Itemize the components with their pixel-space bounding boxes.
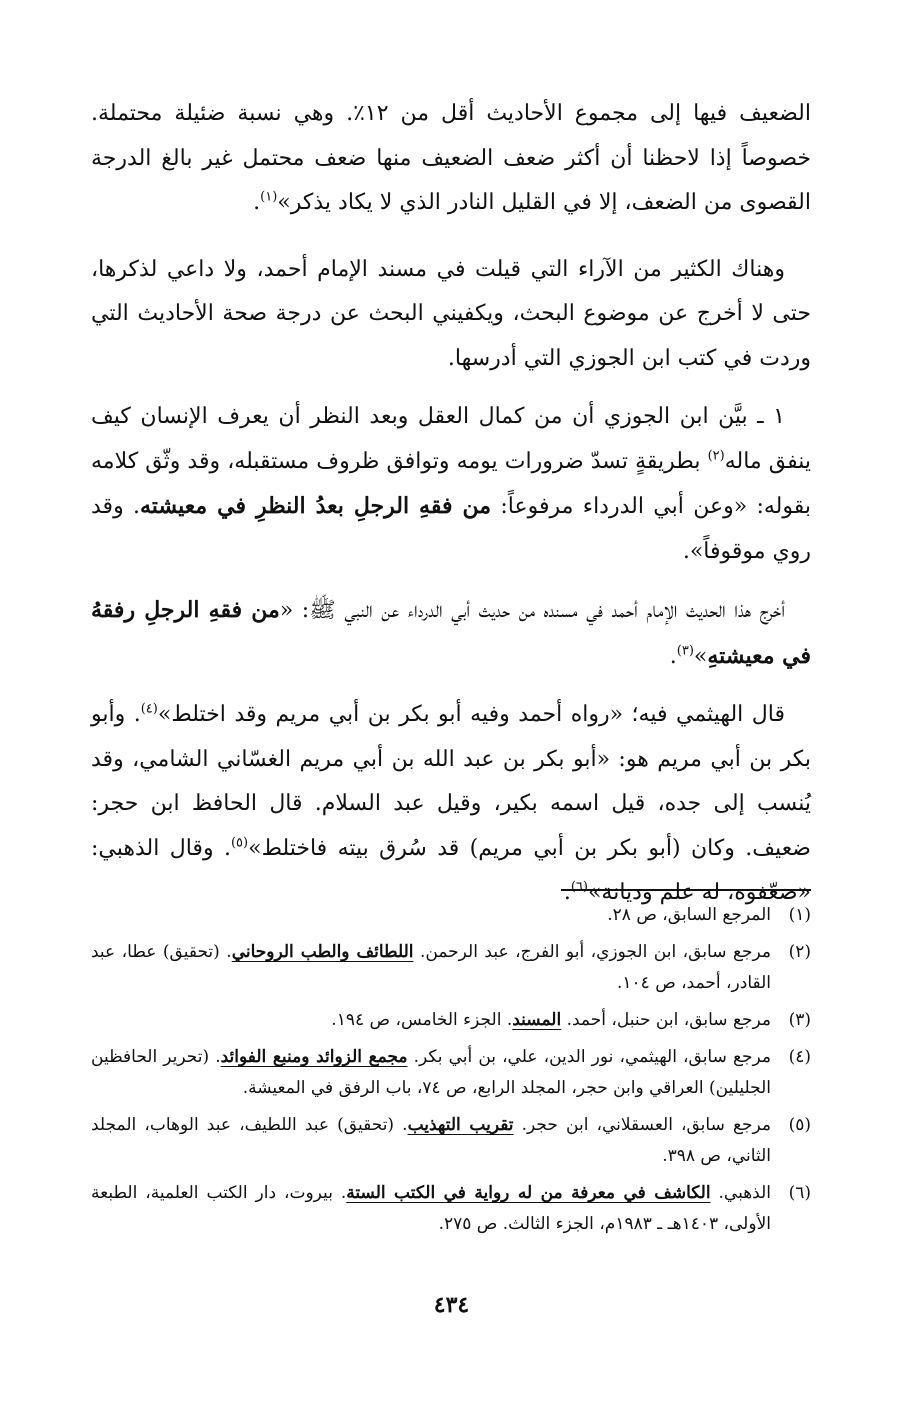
main-text <box>91 92 811 938</box>
paragraph-5-part3: . وقال الذهبي: «ضعّفوه، له علم وديانة» <box>91 835 811 905</box>
footnote-4 <box>91 1042 811 1104</box>
footnote-2-pre: مرجع سابق، ابن الجوزي، أبو الفرج، عبد الرحمن. <box>413 942 772 962</box>
footnote-ref-3[interactable]: (٣) <box>676 643 694 659</box>
footnote-ref-4[interactable]: (٤) <box>140 701 158 717</box>
paragraph-3-part3: . وقد روي موقوفاً». <box>91 494 811 564</box>
paragraph-2-text: وهناك الكثير من الآراء التي قيلت في مسند الإمام أحمد، ولا داعي لذكرها، حتى لا أخرج عن موضوع البحث، ويكفيني البحث عن درجة صحة الأحاديث التي وردت في كتب ابن الجوزي التي أدرسها. <box>91 256 811 371</box>
footnote-2-title: اللطائف والطب الروحاني <box>231 942 414 962</box>
footnote-ref-1[interactable]: (١) <box>260 189 278 205</box>
hadith-quote-2: من فقهِ الرجلِ رفقهُ في معيشتهِ <box>91 597 811 669</box>
footnote-text <box>91 900 771 931</box>
paragraph-3-part1: ١ ـ بيَّن ابن الجوزي أن من كمال العقل وبعد النظر أن يعرف الإنسان كيف ينفق ماله <box>91 404 812 474</box>
footnote-2-post: . (تحقيق) عطا، عبد القادر، أحمد، ص ١٠٤. <box>91 942 771 993</box>
paragraph-5-part1: قال الهيثمي فيه؛ «رواه أحمد وفيه أبو بكر بن أبي مريم وقد اختلط» <box>157 702 785 727</box>
footnote-number: (٣) <box>788 1010 811 1030</box>
paragraph-1-text: الضعيف فيها إلى مجموع الأحاديث أقل من ١٢٪. وهي نسبة ضئيلة محتملة. خصوصاً إذا لاحظنا أن أكثر ضعف الضعيف منها ضعف محتمل غير بالغ الدرجة القصوى من الضعف، إلا في القليل النادر الذي لا يكاد يذكر» <box>91 101 811 215</box>
paragraph-4 <box>91 588 811 679</box>
paragraph-2 <box>91 248 811 382</box>
footnote-text <box>91 1042 771 1104</box>
hadith-quote-1: من فقهِ الرجلِ بعدُ النظرِ في معيشته <box>140 493 492 519</box>
footnote-number: (٥) <box>788 1115 811 1135</box>
footnote-number: (٤) <box>788 1047 811 1067</box>
paragraph-4-end: . <box>669 643 677 669</box>
page-number: ٤٣٤ <box>433 1292 470 1318</box>
footnote-text <box>91 1178 771 1240</box>
footnote-6 <box>91 1178 811 1240</box>
footnote-ref-2[interactable]: (٢) <box>707 448 725 464</box>
footnote-2 <box>91 937 811 999</box>
footnote-number: (٢) <box>788 942 811 962</box>
footnote-3-pre: مرجع سابق، ابن حنبل، أحمد. <box>561 1010 771 1030</box>
paragraph-3 <box>91 395 811 574</box>
footnote-3 <box>91 1005 811 1036</box>
footnote-6-post: . بيروت، دار الكتب العلمية، الطبعة الأولى، ١٤٠٣هـ ـ ١٩٨٣م، الجزء الثالث. ص ٢٧٥. <box>91 1183 771 1234</box>
footnotes <box>91 900 811 1246</box>
footnote-1 <box>91 900 811 931</box>
footnote-4-pre: مرجع سابق، الهيثمي، نور الدين، علي، بن أبي بكر. <box>407 1047 771 1067</box>
footnote-number: (٦) <box>788 1183 811 1203</box>
footnote-5-title: تقريب التهذيب <box>407 1115 514 1135</box>
footnote-text <box>91 937 771 999</box>
footnote-3-post: . الجزء الخامس، ص ١٩٤. <box>331 1010 513 1030</box>
footnote-6-title: الكاشف في معرفة من له رواية في الكتب الستة <box>346 1183 711 1203</box>
footnote-5-post: . (تحقيق) عبد اللطيف، عبد الوهاب، المجلد الثاني، ص ٣٩٨. <box>91 1115 771 1166</box>
footnote-separator <box>561 889 811 891</box>
footnote-4-post: . (تحرير الحافظين الجليلين) العراقي وابن حجر، المجلد الرابع، ص ٧٤، باب الرفق في المعيشة. <box>91 1047 771 1098</box>
footnote-5-pre: مرجع سابق، العسقلاني، ابن حجر. <box>513 1115 771 1135</box>
paragraph-1-end: . <box>253 190 261 215</box>
footnote-text <box>91 1005 771 1036</box>
footnote-number: (١) <box>788 905 811 925</box>
footnote-6-pre: الذهبي. <box>710 1183 771 1203</box>
footnote-3-title: المسند <box>512 1010 562 1030</box>
paragraph-5 <box>91 693 811 916</box>
footnote-ref-5[interactable]: (٥) <box>230 835 249 851</box>
paragraph-3-part2: بطريقةٍ تسدّ ضرورات يومه وتوافق ظروف مستقبله، وقد وثّق كلامه بقوله: «وعن أبي الدرداء مرفوعاً: <box>91 448 812 519</box>
paragraph-4-part2: » <box>693 643 708 669</box>
footnote-4-title: مجمع الزوائد ومنبع الفوائد <box>220 1047 408 1067</box>
paragraph-5-part2: . وأبو بكر بن أبي مريم هو: «أبو بكر بن عبد الله بن أبي مريم الغسّاني الشامي، وقد يُنسب إلى جده، قيل اسمه بكير، وقيل عبد السلام. قال الحافظ ابن حجر: ضعيف. وكان (أبو بكر بن أبي مريم) قد سُرق بيته فاختلط» <box>91 702 811 861</box>
paragraph-4-part1: أخرج هذا الحديث الإمام أحمد في مسنده من حديث أبي الدرداء عن النبي ﷺ: « <box>279 598 785 623</box>
paragraph-1 <box>91 92 811 226</box>
paragraph-5-end: . <box>563 880 571 905</box>
footnote-1-text: المرجع السابق، ص ٢٨. <box>607 905 771 925</box>
footnote-5 <box>91 1110 811 1172</box>
footnote-text <box>91 1110 771 1172</box>
footnote-ref-6[interactable]: (٦) <box>570 879 588 895</box>
